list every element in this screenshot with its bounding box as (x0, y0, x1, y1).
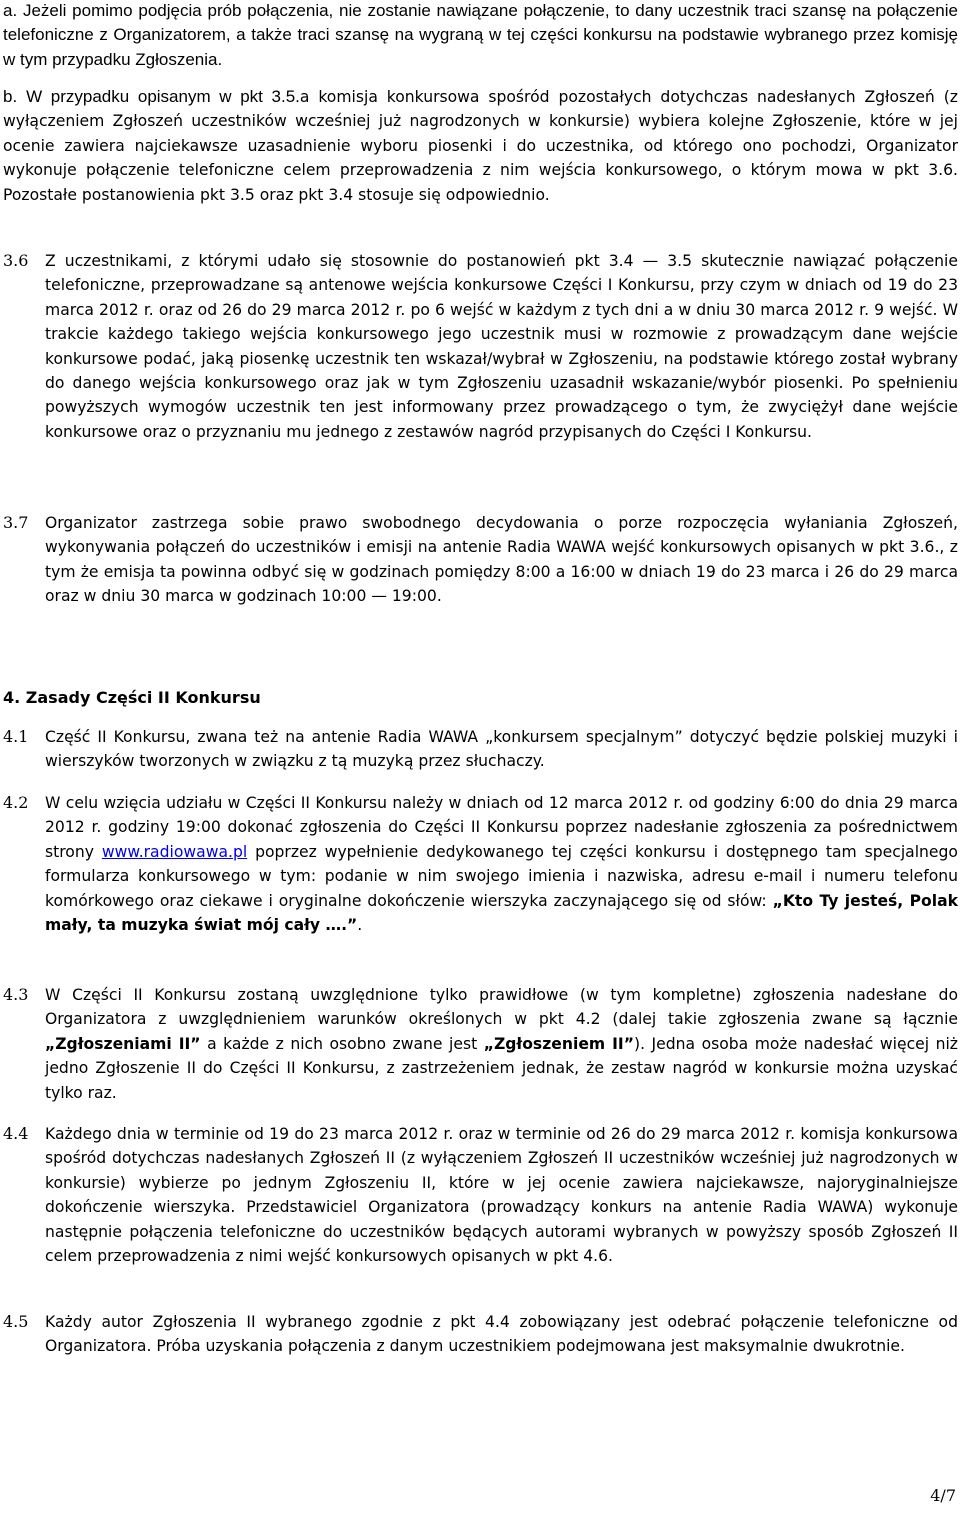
defined-term-singular: „Zgłoszeniem II” (483, 1034, 634, 1053)
paragraph-text: W Części II Konkursu zostaną uwzględnione tylko prawidłowe (w tym kompletne) zgłoszenia nadesłane do Organizatora z uwzględnieniem warunków określonych w pkt 4.2 (dalej takie zgłoszenia zwane są łącznie (45, 986, 958, 1029)
section-heading: 4. Zasady Części II Konkursu (3, 688, 261, 707)
defined-term-plural: „Zgłoszeniami II” (45, 1034, 201, 1053)
paragraph-text: Każdego dnia w terminie od 19 do 23 marca 2012 r. oraz w terminie od 26 do 29 marca 2012 r. komisja konkursowa spośród dotychczas nadesłanych Zgłoszeń II (z wyłączeniem Zgłoszeń II uczestników wcześniej już nagrodzonych w konkursie) wybierze po jednym Zgłoszeniu II, które w jej ocenie zawiera najciekawsze, najoryginalniejsze dokończenie wierszyka. Przedstawiciel Organizatora (prowadzący konkurs na antenie Radia WAWA) wykonuje następnie połączenia telefoniczne do uczestników będących autorami wybranych w powyższy sposób Zgłoszeń II celem przeprowadzenia z nimi wejść konkursowych opisanych w pkt 4.6. (45, 1125, 958, 1266)
paragraph-number: 4.1 (3, 727, 29, 746)
item-b-label: b. (3, 87, 18, 106)
item-a-text: Jeżeli pomimo podjęcia prób połączenia, nie zostanie nawiązane połączenie, to dany uczestnik traci szansę na połączenie telefoniczne z Organizatorem, a także traci szansę na wygraną w tej części konkursu na podstawie wybranego przez komisję w tym przypadku Zgłoszenia. (3, 1, 958, 69)
paragraph-number: 4.3 (3, 985, 29, 1004)
paragraph-text: W celu wzięcia udziału w Części II Konkursu należy w dniach od 12 marca 2012 r. od godziny 6:00 do dnia 29 marca 2012 r. godziny 19:00 dokonać zgłoszenia do Części II Konkursu poprzez nadesłanie zgłoszenia za pośrednictwem strony (45, 794, 958, 861)
paragraph-number: 4.5 (3, 1312, 29, 1331)
paragraph-number: 3.7 (3, 513, 29, 532)
item-b-text: a komisja konkursowa spośród pozostałych dotychczas nadesłanych Zgłoszeń (z wyłączeniem Zgłoszeń uczestników wcześniej już nagrodzonych w konkursie) wybiera kolejne Zgłoszenie, które w jej ocenie zawiera najciekawsze uzasadnienie wyboru piosenki i do uczestnika, od którego ono pochodzi, Organizator wykonuje połączenie telefoniczne celem przeprowadzenia z nim wejścia konkursowego, o którym mowa w pkt 3.6. Pozostałe postanowienia pkt 3.5 oraz pkt 3.4 stosuje się odpowiednio. (3, 88, 958, 204)
paragraph-text: Z uczestnikami, z którymi udało się stosownie do postanowień pkt 3.4 — 3.5 skutecznie nawiązać połączenie telefoniczne, przeprowadzane są antenowe wejścia konkursowe Części I Konkursu, przy czym w dniach od 19 do 23 marca 2012 r. oraz od 26 do 29 marca 2012 r. po 6 wejść w każdym z tych dni a w dniu 30 marca 2012 r. 9 wejść. W trakcie każdego takiego wejścia konkursowego jego uczestnik musi w rozmowie z prowadzącym dane wejście konkursowe podać, jaką piosenkę uczestnik ten wskazał/wybrał w Zgłoszeniu, na podstawie którego został wybrany do danego wejścia konkursowego oraz jak w tym Zgłoszeniu uzasadnił wskazanie/wybór piosenki. Po spełnieniu powyższych wymogów uczestnik ten jest informowany przez prowadzącego o tym, że zwyciężył dane wejście konkursowe oraz o przyznaniu mu jednego z zestawów nagród przypisanych do Części I Konkursu. (45, 252, 958, 441)
page-number: 4/7 (930, 1486, 956, 1505)
paragraph-text-end: ). Jedna osoba może nadesłać więcej niż jedno Zgłoszenie II do Części II Konkursu, z zastrzeżeniem jednak, że zestaw nagród w konkursie można uzyskać tylko raz. (45, 1034, 958, 1102)
paragraph-number: 3.6 (3, 251, 29, 270)
paragraph-number: 4.4 (3, 1124, 29, 1143)
poem-opening: „Kto Ty jesteś, Polak mały, ta muzyka świat mój cały ….” (45, 891, 958, 935)
paragraph-text-middle: a każde z nich osobno zwane jest (207, 1034, 478, 1053)
item-a-label: a. (3, 1, 18, 20)
item-b-lead: W przypadku opisanym w pkt 3.5. (26, 87, 300, 106)
paragraph-text: Część II Konkursu, zwana też na antenie Radia WAWA „konkursem specjalnym” dotyczyć będzie polskiej muzyki i wierszyków tworzonych w związku z tą muzyką przez słuchaczy. (45, 728, 958, 771)
paragraph-text: Organizator zastrzega sobie prawo swobodnego decydowania o porze rozpoczęcia wyłaniania Zgłoszeń, wykonywania połączeń do uczestników i emisji na antenie Radia WAWA wejść konkursowych opisanych w pkt 3.6., z tym że emisja ta powinna odbyć się w godzinach pomiędzy 8:00 a 16:00 w dniach 19 do 23 marca i 26 do 29 marca oraz w dniu 30 marca w godzinach 10:00 — 19:00. (45, 514, 958, 606)
paragraph-text-continued: poprzez wypełnienie dedykowanego tej części konkursu i dostępnego tam specjalnego formularza konkursowego w tym: podanie w nim swojego imienia i nazwiska, adresu e-mail i numeru telefonu komórkowego oraz ciekawe i oryginalne dokończenie wierszyka zaczynającego się od słów: (45, 842, 958, 910)
paragraph-end: . (357, 916, 363, 935)
paragraph-text: Każdy autor Zgłoszenia II wybranego zgodnie z pkt 4.4 zobowiązany jest odebrać połączenie telefoniczne od Organizatora. Próba uzyskania połączenia z danym uczestnikiem podejmowana jest maksymalnie dwukrotnie. (45, 1313, 958, 1356)
paragraph-number: 4.2 (3, 793, 29, 812)
website-link[interactable]: www.radiowawa.pl (101, 842, 248, 861)
